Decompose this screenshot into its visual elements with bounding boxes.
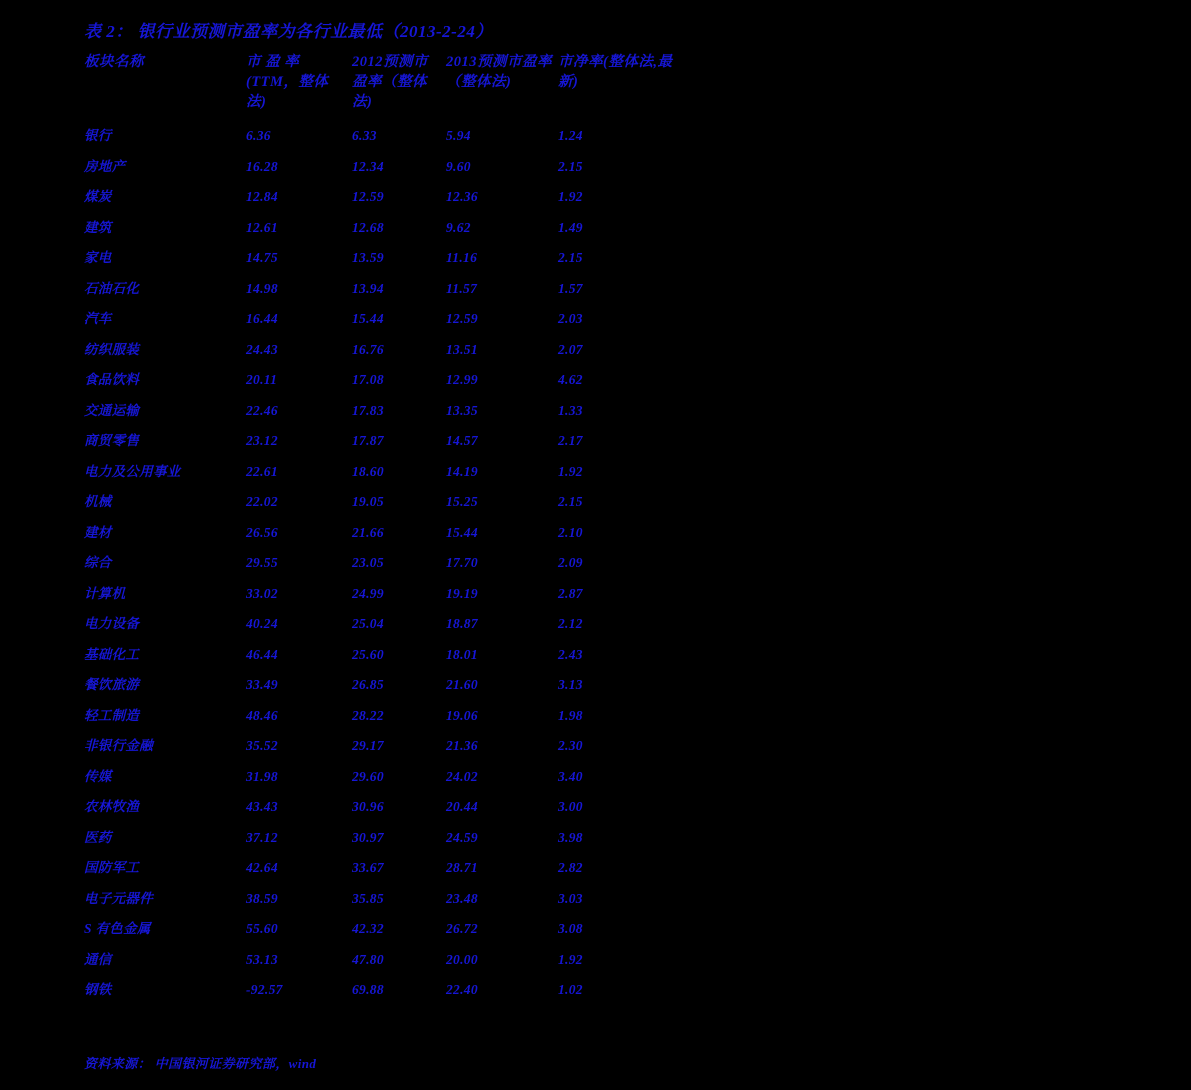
cell-sector: 电力设备 <box>84 616 140 631</box>
cell-pb: 1.92 <box>558 463 583 479</box>
cell-pe-2013e: 9.60 <box>446 158 471 174</box>
table-row <box>84 913 684 944</box>
cell-pb: 2.30 <box>558 738 583 753</box>
cell-pb: 2.15 <box>558 250 583 265</box>
table-row <box>84 700 684 731</box>
cell-pe-ttm: 20.11 <box>246 372 278 387</box>
cell-sector: 基础化工 <box>84 646 140 662</box>
cell-sector: 家电 <box>84 250 112 265</box>
cell-pe-2013e: 11.57 <box>446 280 478 296</box>
cell-pe-ttm: 33.02 <box>246 585 278 601</box>
cell-pe-2012e: 30.96 <box>352 799 384 814</box>
cell-pe-2013e: 18.87 <box>446 616 478 631</box>
table-row <box>84 212 684 243</box>
cell-pe-ttm: 14.98 <box>246 280 278 296</box>
cell-pb: 2.03 <box>558 311 583 326</box>
table-row <box>84 273 684 304</box>
table-row <box>84 334 684 365</box>
table-header-row <box>84 50 684 120</box>
table-row <box>84 761 684 792</box>
cell-pb: 1.02 <box>558 982 583 997</box>
cell-pe-2012e: 25.60 <box>352 646 384 662</box>
table-row <box>84 883 684 914</box>
cell-sector: 食品饮料 <box>84 372 140 387</box>
cell-pe-2012e: 29.17 <box>352 738 384 753</box>
cell-pe-2013e: 21.60 <box>446 677 478 692</box>
cell-pe-2012e: 21.66 <box>352 524 384 540</box>
column-header-pe-ttm: 市 盈 率(TTM，整体法) <box>246 54 329 110</box>
cell-sector: 通信 <box>84 951 112 967</box>
table-row <box>84 547 684 578</box>
cell-pb: 3.98 <box>558 829 583 845</box>
cell-pe-ttm: 22.02 <box>246 494 278 509</box>
cell-pe-2013e: 19.06 <box>446 707 478 723</box>
cell-pb: 4.62 <box>558 372 583 387</box>
table-row <box>84 578 684 609</box>
table-row <box>84 822 684 853</box>
cell-pe-2012e: 25.04 <box>352 616 384 631</box>
cell-pe-ttm: 37.12 <box>246 829 278 845</box>
cell-pb: 1.57 <box>558 280 583 296</box>
cell-sector: 综合 <box>84 555 112 570</box>
cell-pe-2012e: 17.87 <box>352 433 384 448</box>
table-source-note: 资料来源： 中国银河证券研究部，wind <box>84 1056 317 1071</box>
cell-pe-ttm: 48.46 <box>246 707 278 723</box>
cell-pe-2013e: 20.44 <box>446 799 478 814</box>
cell-pe-2013e: 17.70 <box>446 555 478 570</box>
column-header-pe-2013e: 2013预测市盈率（整体法) <box>446 54 552 90</box>
table-row <box>84 151 684 182</box>
cell-pe-ttm: 40.24 <box>246 616 278 631</box>
cell-pb: 1.24 <box>558 128 583 143</box>
cell-pe-2012e: 12.59 <box>352 189 384 204</box>
table-row <box>84 944 684 975</box>
cell-sector: 建筑 <box>84 219 112 235</box>
cell-pe-ttm: 14.75 <box>246 250 278 265</box>
table-row <box>84 791 684 822</box>
cell-sector: 轻工制造 <box>84 707 140 723</box>
cell-pe-2013e: 21.36 <box>446 738 478 753</box>
cell-pb: 1.49 <box>558 219 583 235</box>
table-body <box>84 120 684 1005</box>
cell-pe-2013e: 24.59 <box>446 829 478 845</box>
cell-pe-2012e: 18.60 <box>352 463 384 479</box>
cell-pe-2012e: 33.67 <box>352 860 384 875</box>
cell-pe-ttm: 16.44 <box>246 311 278 326</box>
cell-pe-2012e: 29.60 <box>352 768 384 784</box>
cell-pb: 1.92 <box>558 951 583 967</box>
table-row <box>84 852 684 883</box>
table-header <box>84 50 684 120</box>
cell-pe-2012e: 16.76 <box>352 341 384 357</box>
table-row <box>84 486 684 517</box>
cell-pe-2013e: 19.19 <box>446 585 478 601</box>
cell-pe-ttm: 12.61 <box>246 219 278 235</box>
cell-pe-2013e: 13.35 <box>446 402 478 418</box>
cell-pe-2013e: 5.94 <box>446 128 471 143</box>
cell-pe-2013e: 12.59 <box>446 311 478 326</box>
cell-pe-2013e: 12.36 <box>446 189 478 204</box>
cell-pe-ttm: 16.28 <box>246 158 278 174</box>
cell-pe-ttm: 33.49 <box>246 677 278 692</box>
cell-pe-ttm: 12.84 <box>246 189 278 204</box>
cell-sector: S 有色金属 <box>84 921 151 936</box>
table-row <box>84 120 684 151</box>
table-row <box>84 181 684 212</box>
cell-pe-2012e: 26.85 <box>352 677 384 692</box>
cell-pe-2013e: 13.51 <box>446 341 478 357</box>
cell-pe-2012e: 12.68 <box>352 219 384 235</box>
cell-pb: 2.43 <box>558 646 583 662</box>
cell-sector: 机械 <box>84 494 112 509</box>
cell-pe-ttm: 22.61 <box>246 463 278 479</box>
table-row <box>84 517 684 548</box>
cell-sector: 传媒 <box>84 768 112 784</box>
cell-pe-ttm: -92.57 <box>246 982 283 997</box>
cell-pe-2013e: 28.71 <box>446 860 478 875</box>
cell-sector: 石油石化 <box>84 280 140 296</box>
cell-sector: 银行 <box>84 128 112 143</box>
cell-pe-ttm: 53.13 <box>246 951 278 967</box>
cell-pb: 2.15 <box>558 158 583 174</box>
table-row <box>84 364 684 395</box>
table-row <box>84 608 684 639</box>
cell-pb: 2.15 <box>558 494 583 509</box>
cell-pe-2012e: 30.97 <box>352 829 384 845</box>
cell-pe-2012e: 13.94 <box>352 280 384 296</box>
cell-pb: 1.92 <box>558 189 583 204</box>
cell-sector: 钢铁 <box>84 982 112 997</box>
cell-pe-2012e: 23.05 <box>352 555 384 570</box>
table-row <box>84 303 684 334</box>
cell-sector: 非银行金融 <box>84 738 153 753</box>
cell-pe-2012e: 15.44 <box>352 311 384 326</box>
cell-pe-2013e: 14.57 <box>446 433 478 448</box>
cell-sector: 交通运输 <box>84 402 140 418</box>
cell-pb: 3.08 <box>558 921 583 936</box>
cell-sector: 建材 <box>84 524 112 540</box>
cell-pb: 1.33 <box>558 402 583 418</box>
cell-pe-ttm: 31.98 <box>246 768 278 784</box>
cell-pe-2013e: 9.62 <box>446 219 471 235</box>
cell-pe-ttm: 55.60 <box>246 921 278 936</box>
column-header-pe-2012e: 2012预测市盈率（整体法) <box>352 54 428 110</box>
cell-sector: 房地产 <box>84 158 126 174</box>
cell-pe-2013e: 26.72 <box>446 921 478 936</box>
cell-pb: 1.98 <box>558 707 583 723</box>
cell-pe-ttm: 35.52 <box>246 738 278 753</box>
cell-pb: 2.09 <box>558 555 583 570</box>
cell-pe-ttm: 22.46 <box>246 402 278 418</box>
column-header-pb: 市净率(整体法,最新) <box>558 54 673 90</box>
cell-sector: 农林牧渔 <box>84 799 140 814</box>
cell-pe-2012e: 12.34 <box>352 158 384 174</box>
cell-pe-2012e: 13.59 <box>352 250 384 265</box>
cell-sector: 国防军工 <box>84 860 140 875</box>
cell-pe-2013e: 11.16 <box>446 250 478 265</box>
table-row <box>84 242 684 273</box>
cell-pe-2013e: 20.00 <box>446 951 478 967</box>
cell-pe-ttm: 23.12 <box>246 433 278 448</box>
table-row <box>84 395 684 426</box>
cell-pe-2012e: 17.83 <box>352 402 384 418</box>
cell-pe-2012e: 6.33 <box>352 128 377 143</box>
cell-pe-2013e: 18.01 <box>446 646 478 662</box>
cell-pe-2013e: 15.25 <box>446 494 478 509</box>
table-row <box>84 974 684 1005</box>
cell-pb: 3.40 <box>558 768 583 784</box>
cell-pe-2012e: 47.80 <box>352 951 384 967</box>
cell-pb: 3.13 <box>558 677 583 692</box>
table-row <box>84 425 684 456</box>
cell-pe-2012e: 28.22 <box>352 707 384 723</box>
cell-pe-ttm: 42.64 <box>246 860 278 875</box>
cell-pb: 2.17 <box>558 433 583 448</box>
cell-sector: 纺织服装 <box>84 341 140 357</box>
table-caption: 表 2： 银行业预测市盈率为各行业最低（2013-2-24） <box>84 22 493 41</box>
cell-pb: 2.10 <box>558 524 583 540</box>
cell-sector: 餐饮旅游 <box>84 677 140 692</box>
cell-pe-ttm: 38.59 <box>246 890 278 906</box>
table-row <box>84 639 684 670</box>
cell-pe-2013e: 14.19 <box>446 463 478 479</box>
cell-pe-2012e: 24.99 <box>352 585 384 601</box>
cell-pe-2012e: 42.32 <box>352 921 384 936</box>
cell-sector: 电子元器件 <box>84 890 153 906</box>
cell-sector: 医药 <box>84 829 112 845</box>
cell-pe-2012e: 17.08 <box>352 372 384 387</box>
cell-pe-ttm: 26.56 <box>246 524 278 540</box>
cell-pe-2013e: 22.40 <box>446 982 478 997</box>
table-row <box>84 456 684 487</box>
cell-sector: 商贸零售 <box>84 433 140 448</box>
cell-sector: 煤炭 <box>84 189 112 204</box>
cell-pe-2013e: 24.02 <box>446 768 478 784</box>
cell-pb: 2.82 <box>558 860 583 875</box>
cell-pe-2013e: 23.48 <box>446 890 478 906</box>
cell-pe-ttm: 6.36 <box>246 128 271 143</box>
cell-pb: 2.12 <box>558 616 583 631</box>
cell-pe-2012e: 69.88 <box>352 982 384 997</box>
cell-pe-2012e: 35.85 <box>352 890 384 906</box>
cell-pb: 3.00 <box>558 799 583 814</box>
cell-sector: 计算机 <box>84 585 126 601</box>
cell-pe-2012e: 19.05 <box>352 494 384 509</box>
cell-pe-2013e: 15.44 <box>446 524 478 540</box>
cell-pb: 2.07 <box>558 341 583 357</box>
cell-pb: 3.03 <box>558 890 583 906</box>
table-row <box>84 669 684 700</box>
cell-pe-2013e: 12.99 <box>446 372 478 387</box>
cell-pe-ttm: 43.43 <box>246 799 278 814</box>
cell-pb: 2.87 <box>558 585 583 601</box>
cell-sector: 汽车 <box>84 311 112 326</box>
cell-sector: 电力及公用事业 <box>84 463 181 479</box>
cell-pe-ttm: 46.44 <box>246 646 278 662</box>
cell-pe-ttm: 24.43 <box>246 341 278 357</box>
table-row <box>84 730 684 761</box>
column-header-sector: 板块名称 <box>84 54 144 70</box>
valuation-table <box>84 50 684 1005</box>
cell-pe-ttm: 29.55 <box>246 555 278 570</box>
